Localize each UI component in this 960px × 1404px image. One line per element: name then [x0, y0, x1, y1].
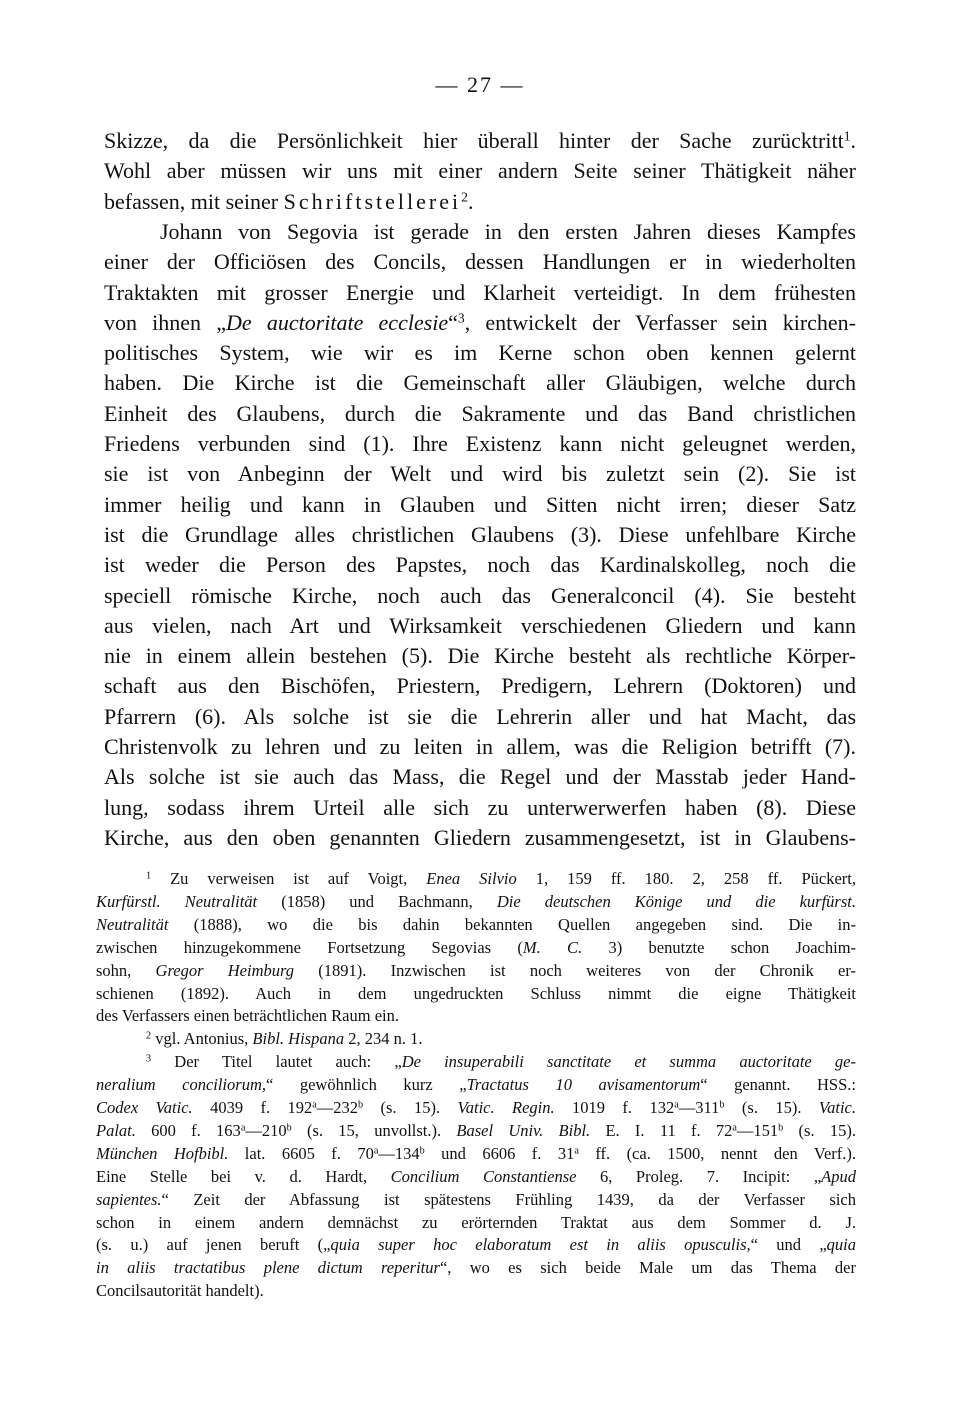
- text-line: ist die Grundlage alles christlichen Glaubens (3). Diese unfehlbare Kirche: [104, 521, 856, 547]
- text-line: aus vielen, nach Art und Wirksamkeit verschiedenen Gliedern und kann: [104, 612, 856, 638]
- text-line: lung, sodass ihrem Urteil alle sich zu unterwerwerfen haben (8). Diese: [104, 794, 856, 820]
- text-line: schaft aus den Bischöfen, Priestern, Predigern, Lehrern (Doktoren) und: [104, 673, 856, 699]
- text-line: Wohl aber müssen wir uns mit einer andern Seite seiner Thätigkeit näher: [104, 158, 856, 184]
- footnote-line: Neutralität (1888), wo die bis dahin bekannten Quellen angegeben sind. Die in-: [96, 914, 856, 934]
- footnote-line: München Hofbibl. lat. 6605 f. 70$^a$—134$^b$ und 6606 f. 31$^a$ ff. (ca. 1500, nennt den Verf.).: [96, 1143, 857, 1163]
- footnote-line: in aliis tractatibus plene dictum reperitur“, wo es sich beide Male um das Thema der: [96, 1258, 856, 1278]
- footnote-line: zwischen hinzugekommene Fortsetzung Segovias (M. C. 3) benutzte schon Joachim-: [96, 937, 857, 957]
- text-line: von ihnen „De auctoritate ecclesie“$^3$, entwickelt der Verfasser sein kirchen-: [104, 309, 856, 335]
- text-line: politisches System, wie wir es im Kerne schon oben kennen gelernt: [104, 340, 856, 366]
- text-line: Als solche ist sie auch das Mass, die Regel und der Masstab jeder Hand-: [104, 764, 856, 790]
- footnote-line: Palat. 600 f. 163$^a$—210$^b$ (s. 15, unvollst.). Basel Univ. Bibl. E. I. 11 f. 72$^a$—151$^b$ (s. 15).: [96, 1120, 856, 1140]
- footnote-line: neralium conciliorum,“ gewöhnlich kurz „Tractatus 10 avisamentorum“ genannt. HSS.:: [96, 1075, 856, 1095]
- text-line: sie ist von Anbeginn der Welt und wird bis zuletzt sein (2). Sie ist: [104, 461, 856, 487]
- text-line: Skizze, da die Persönlichkeit hier überall hinter der Sache zurücktritt$^1$.: [104, 128, 856, 153]
- footnote-line: schon in einem andern demnächst zu erörternden Traktat aus dem Sommer d. J.: [96, 1212, 856, 1232]
- text-line: nie in einem allein bestehen (5). Die Kirche besteht als rechtliche Körper-: [104, 643, 856, 669]
- footnote-line: sohn, Gregor Heimburg (1891). Inzwischen ist noch weiteres von der Chronik er-: [96, 960, 856, 980]
- text-line: Friedens verbunden sind (1). Ihre Existenz kann nicht geleugnet werden,: [104, 431, 856, 456]
- text-line: Johann von Segovia ist gerade in den ersten Jahren dieses Kampfes: [160, 218, 856, 244]
- footnote-line: Concilsautorität handelt).: [96, 1281, 264, 1301]
- page-number: — 27 —: [435, 72, 525, 97]
- text-line: ist weder die Person des Papstes, noch das Kardinalskolleg, noch die: [104, 552, 856, 578]
- text-line: einer der Officiösen des Concils, dessen Handlungen er in wiederholten: [104, 249, 856, 275]
- text-line: Einheit des Glaubens, durch die Sakramente und das Band christlichen: [104, 400, 856, 426]
- text-line: immer heilig und kann in Glauben und Sitten nicht irren; dieser Satz: [104, 491, 856, 517]
- text-line: Kirche, aus den oben genannten Gliedern zusammengesetzt, ist in Glaubens-: [104, 824, 856, 850]
- footnote-line: sapientes.“ Zeit der Abfassung ist spätestens Frühling 1439, da der Verfasser sich: [96, 1189, 856, 1209]
- text-line: speciell römische Kirche, noch auch das Generalconcil (4). Sie besteht: [104, 582, 856, 608]
- footnote-line: $^1$ Zu verweisen ist auf Voigt, Enea Silvio 1, 159 ff. 180. 2, 258 ff. Pückert,: [146, 869, 856, 888]
- text-line: befassen, mit seiner Schriftstellerei$^2$.: [104, 188, 474, 214]
- footnote-line: des Verfassers einen beträchtlichen Raum ein.: [96, 1006, 400, 1026]
- text-line: Traktakten mit grosser Energie und Klarheit verteidigt. In dem frühesten: [104, 279, 856, 305]
- footnote-line: Kurfürstl. Neutralität (1858) und Bachmann, Die deutschen Könige und die kurfürst.: [96, 891, 856, 911]
- text-line: Christenvolk zu lehren und zu leiten in allem, was die Religion betrifft (7).: [104, 734, 856, 759]
- footnote-line: schienen (1892). Auch in dem ungedruckten Schluss nimmt die eigne Thätigkeit: [96, 983, 856, 1003]
- footnote-line: $^2$ vgl. Antonius, Bibl. Hispana 2, 234 n. 1.: [146, 1029, 423, 1049]
- footnote-line: (s. u.) auf jenen beruft („quia super hoc elaboratum est in aliis opusculis,“ und „quia: [96, 1235, 856, 1255]
- text-line: Pfarrern (6). Als solche ist sie die Lehrerin aller und hat Macht, das: [104, 703, 856, 729]
- footnote-line: $^3$ Der Titel lautet auch: „De insuperabili sanctitate et summa auctoritate ge-: [146, 1052, 856, 1072]
- footnote-line: Codex Vatic. 4039 f. 192$^a$—232$^b$ (s. 15). Vatic. Regin. 1019 f. 132$^a$—311$^b$ (s. 15). Vatic.: [96, 1098, 856, 1117]
- footnote-line: Eine Stelle bei v. d. Hardt, Concilium Constantiense 6, Proleg. 7. Incipit: „Apud: [96, 1166, 856, 1186]
- text-line: haben. Die Kirche ist die Gemeinschaft aller Gläubigen, welche durch: [104, 370, 856, 396]
